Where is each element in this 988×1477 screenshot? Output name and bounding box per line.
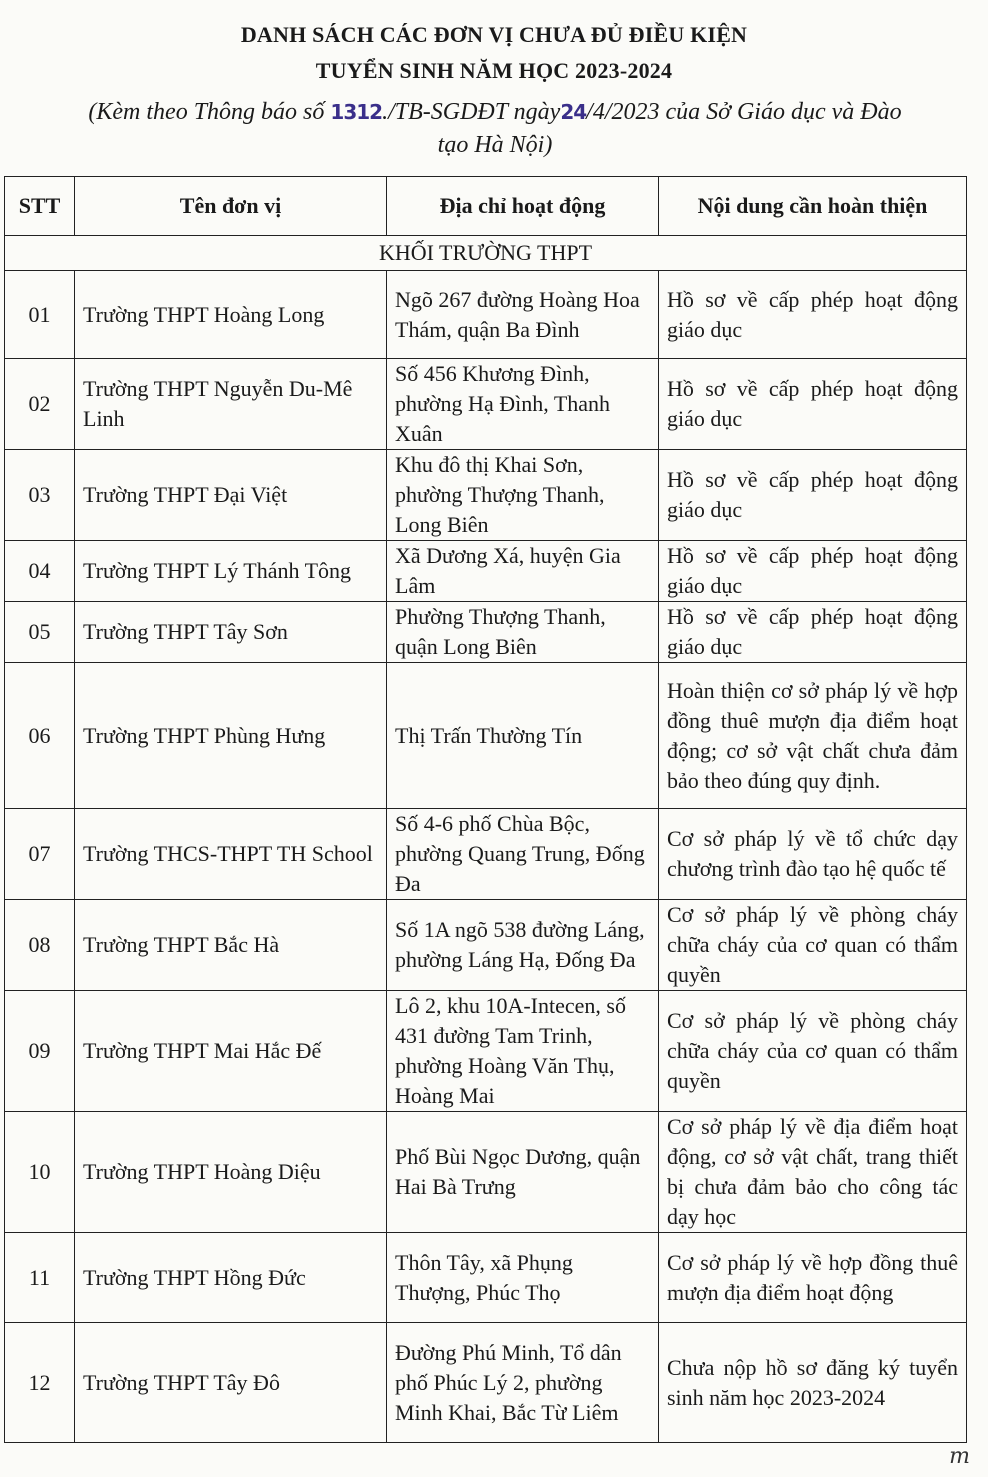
row-unit-name: Trường THPT Nguyễn Du-Mê Linh bbox=[75, 359, 387, 450]
subtitle-part-3: /4/2023 của Sở Giáo dục và Đào tạo Hà Nội) bbox=[437, 99, 902, 158]
table-header-row bbox=[5, 177, 967, 236]
row-unit-name: Trường THPT Tây Sơn bbox=[75, 602, 387, 663]
row-content: Hồ sơ về cấp phép hoạt động giáo dục bbox=[659, 541, 967, 602]
row-content: Hồ sơ về cấp phép hoạt động giáo dục bbox=[659, 602, 967, 663]
row-content: Cơ sở pháp lý về hợp đồng thuê mượn địa điểm hoạt động bbox=[659, 1233, 967, 1323]
table-row bbox=[5, 1233, 967, 1323]
row-content: Cơ sở pháp lý về địa điểm hoạt động, cơ sở vật chất, trang thiết bị chưa đảm bảo cho công tác dạy học bbox=[659, 1112, 967, 1233]
handwritten-notice-day: 24 bbox=[560, 100, 587, 124]
row-stt: 12 bbox=[5, 1323, 75, 1443]
row-address: Số 4-6 phố Chùa Bộc, phường Quang Trung, Đống Đa bbox=[387, 809, 659, 900]
column-header-content: Nội dung cần hoàn thiện bbox=[659, 177, 967, 236]
row-stt: 08 bbox=[5, 900, 75, 991]
column-header-stt: STT bbox=[5, 177, 75, 236]
column-header-unit-name: Tên đơn vị bbox=[75, 177, 387, 236]
row-unit-name: Trường THPT Phùng Hưng bbox=[75, 663, 387, 809]
document-title-line-2: TUYỂN SINH NĂM HỌC 2023-2024 bbox=[315, 58, 673, 83]
table-row bbox=[5, 450, 967, 541]
table-row bbox=[5, 602, 967, 663]
row-stt: 01 bbox=[5, 271, 75, 359]
row-unit-name: Trường THPT Hồng Đức bbox=[75, 1233, 387, 1323]
row-stt: 10 bbox=[5, 1112, 75, 1233]
row-content: Hồ sơ về cấp phép hoạt động giáo dục bbox=[659, 450, 967, 541]
row-stt: 04 bbox=[5, 541, 75, 602]
table-row bbox=[5, 1323, 967, 1443]
row-content: Hồ sơ về cấp phép hoạt động giáo dục bbox=[659, 359, 967, 450]
table-row bbox=[5, 900, 967, 991]
row-address: Số 456 Khương Đình, phường Hạ Đình, Thanh Xuân bbox=[387, 359, 659, 450]
subtitle-part-2: ./TB-SGDĐT ngày bbox=[382, 99, 561, 125]
section-row bbox=[5, 236, 967, 271]
row-content: Cơ sở pháp lý về phòng cháy chữa cháy của cơ quan có thẩm quyền bbox=[659, 991, 967, 1112]
table-row bbox=[5, 541, 967, 602]
handwritten-initials: m bbox=[949, 1444, 970, 1469]
row-stt: 02 bbox=[5, 359, 75, 450]
row-content: Hồ sơ về cấp phép hoạt động giáo dục bbox=[659, 271, 967, 359]
row-stt: 11 bbox=[5, 1233, 75, 1323]
row-content: Chưa nộp hồ sơ đăng ký tuyển sinh năm học 2023-2024 bbox=[659, 1323, 967, 1443]
table-row bbox=[5, 271, 967, 359]
row-content: Hoàn thiện cơ sở pháp lý về hợp đồng thuê mượn địa điểm hoạt động; cơ sở vật chất chưa đảm bảo theo đúng quy định. bbox=[659, 663, 967, 809]
unit-list-table bbox=[4, 176, 967, 1443]
row-unit-name: Trường THPT Hoàng Long bbox=[75, 271, 387, 359]
row-address: Phường Thượng Thanh, quận Long Biên bbox=[387, 602, 659, 663]
row-address: Phố Bùi Ngọc Dương, quận Hai Bà Trưng bbox=[387, 1112, 659, 1233]
row-unit-name: Trường THPT Bắc Hà bbox=[75, 900, 387, 991]
table-row bbox=[5, 359, 967, 450]
document-subtitle bbox=[80, 96, 910, 162]
row-address: Khu đô thị Khai Sơn, phường Thượng Thanh, Long Biên bbox=[387, 450, 659, 541]
row-unit-name: Trường THPT Lý Thánh Tông bbox=[75, 541, 387, 602]
row-address: Đường Phú Minh, Tổ dân phố Phúc Lý 2, phường Minh Khai, Bắc Từ Liêm bbox=[387, 1323, 659, 1443]
row-address: Xã Dương Xá, huyện Gia Lâm bbox=[387, 541, 659, 602]
row-stt: 03 bbox=[5, 450, 75, 541]
row-address: Lô 2, khu 10A-Intecen, số 431 đường Tam Trinh, phường Hoàng Văn Thụ, Hoàng Mai bbox=[387, 991, 659, 1112]
row-stt: 06 bbox=[5, 663, 75, 809]
row-stt: 07 bbox=[5, 809, 75, 900]
row-stt: 05 bbox=[5, 602, 75, 663]
row-unit-name: Trường THPT Mai Hắc Đế bbox=[75, 991, 387, 1112]
table-row bbox=[5, 1112, 967, 1233]
subtitle-part-1: (Kèm theo Thông báo số bbox=[88, 99, 331, 125]
row-stt: 09 bbox=[5, 991, 75, 1112]
row-address: Số 1A ngõ 538 đường Láng, phường Láng Hạ, Đống Đa bbox=[387, 900, 659, 991]
table-row bbox=[5, 663, 967, 809]
row-content: Cơ sở pháp lý về tổ chức dạy chương trình đào tạo hệ quốc tế bbox=[659, 809, 967, 900]
row-unit-name: Trường THPT Tây Đô bbox=[75, 1323, 387, 1443]
row-content: Cơ sở pháp lý về phòng cháy chữa cháy của cơ quan có thẩm quyền bbox=[659, 900, 967, 991]
document-title-line-1: DANH SÁCH CÁC ĐƠN VỊ CHƯA ĐỦ ĐIỀU KIỆN bbox=[240, 22, 748, 47]
row-unit-name: Trường THPT Hoàng Diệu bbox=[75, 1112, 387, 1233]
section-title: KHỐI TRƯỜNG THPT bbox=[5, 236, 967, 271]
row-unit-name: Trường THCS-THPT TH School bbox=[75, 809, 387, 900]
row-address: Thôn Tây, xã Phụng Thượng, Phúc Thọ bbox=[387, 1233, 659, 1323]
column-header-address: Địa chỉ hoạt động bbox=[387, 177, 659, 236]
handwritten-notice-number: 1312 bbox=[330, 100, 383, 124]
row-unit-name: Trường THPT Đại Việt bbox=[75, 450, 387, 541]
row-address: Thị Trấn Thường Tín bbox=[387, 663, 659, 809]
row-address: Ngõ 267 đường Hoàng Hoa Thám, quận Ba Đình bbox=[387, 271, 659, 359]
table-row bbox=[5, 991, 967, 1112]
table-row bbox=[5, 809, 967, 900]
